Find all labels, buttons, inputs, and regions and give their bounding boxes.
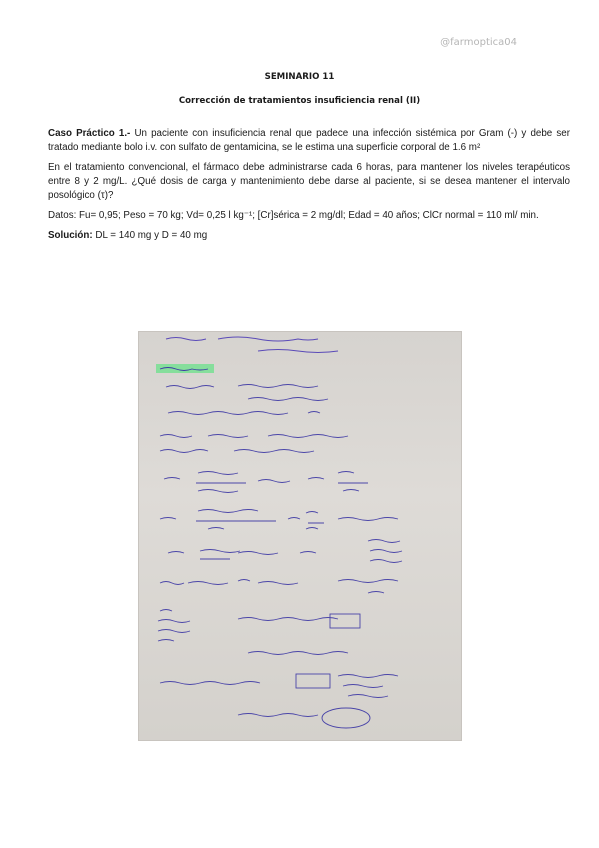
handwritten-notes-photo — [138, 331, 462, 741]
document-body — [48, 127, 570, 249]
case-question: En el tratamiento convencional, el fármaco debe administrarse cada 6 horas, para mantener los niveles terapéuticos entre 8 y 2 mg/L. ¿Qué dosis de carga y mantenimiento debe darse al paciente, si se desea mantener el intervalo posológico (τ)? — [48, 162, 570, 201]
case-data: Datos: Fu= 0,95; Peso = 70 kg; Vd= 0,25 l kg⁻¹; [Cr]sérica = 2 mg/dl; Edad = 40 años; ClCr normal = 110 ml/ min. — [48, 210, 539, 221]
solution-value: DL = 140 mg y D = 40 mg — [95, 230, 208, 241]
case-statement: Un paciente con insuficiencia renal que padece una infección sistémica por Gram (-) y debe ser tratado mediante bolo i.v. con sulfato de gentamicina, se le estima una superficie corporal de 1.6 m² — [48, 128, 570, 153]
case-solution — [48, 229, 570, 243]
case-label: Caso Práctico 1.- — [48, 128, 131, 139]
notes-scribble-image — [138, 331, 462, 741]
page-title: SEMINARIO 11 — [264, 72, 335, 82]
case-paragraph — [48, 127, 570, 155]
solution-label: Solución: — [48, 230, 93, 241]
page-subtitle: Corrección de tratamientos insuficiencia renal (II) — [178, 96, 421, 106]
watermark: @farmoptica04 — [440, 37, 517, 48]
